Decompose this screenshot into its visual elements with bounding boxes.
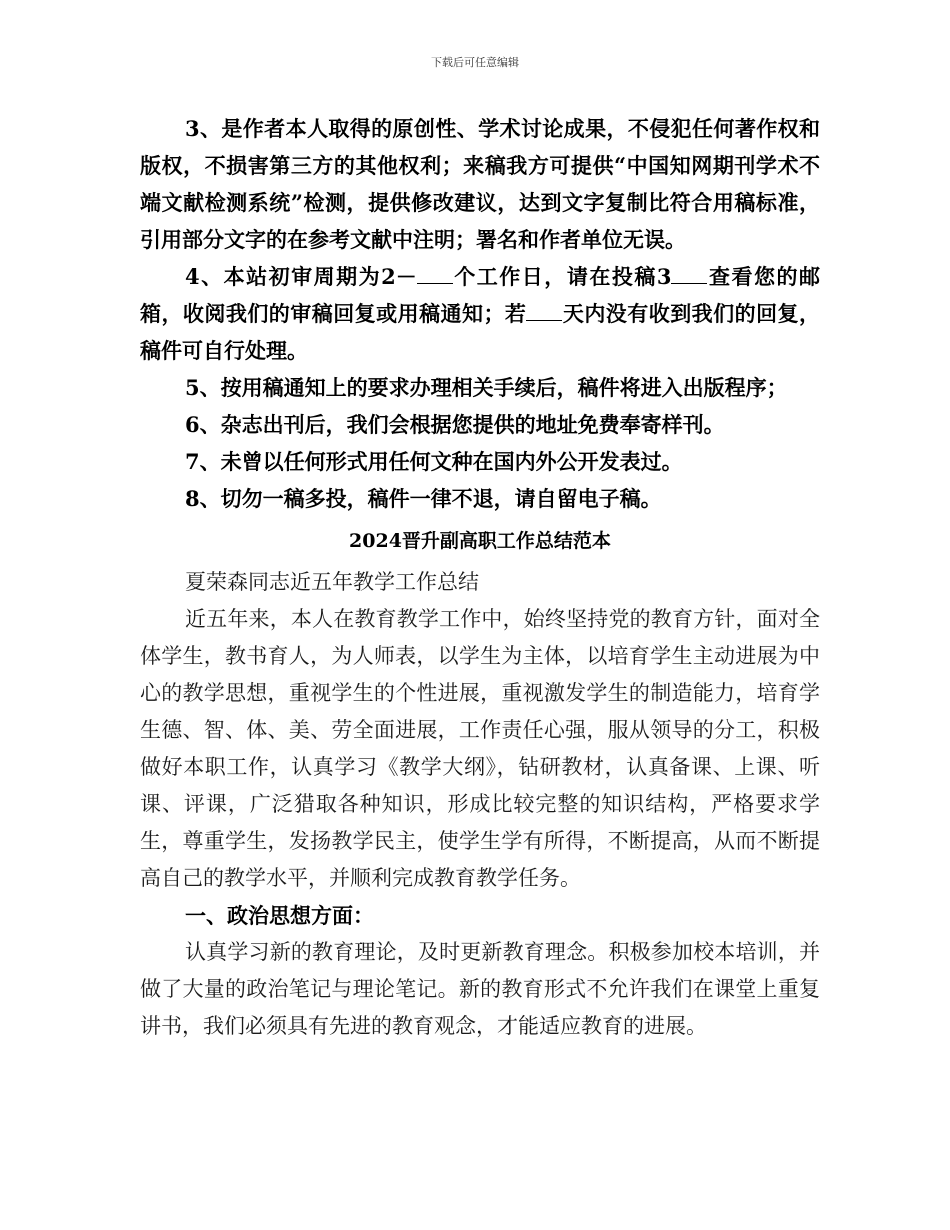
blank-line [526,298,562,321]
requirement-item-8: 8、切勿一稿多投，稿件一律不退，请自留电子稿。 [185,486,662,511]
article-title: 2024晋升副高职工作总结范本 [349,530,611,552]
section-text-politics: 认真学习新的教育理论，及时更新教育理念。积极参加校本培训，并做了大量的政治笔记与理论笔记。新的教育形式不允许我们在课堂上重复讲书，我们必须具有先进的教育观念，才能适应教育的进展。 [140,940,820,1038]
item4-text-a: 4、本站初审周期为2－ [185,264,417,289]
section-heading-politics: 一、政治思想方面： [185,903,374,928]
blank-line [417,261,453,284]
item4-text-c: 查看您的邮箱，收阅我们的审稿回复或用稿通知；若 [140,264,820,326]
requirement-item-7: 7、未曾以任何形式用任何文种在国内外公开发表过。 [185,449,683,474]
article-intro: 近五年来，本人在教育教学工作中，始终坚持党的教育方针，面对全体学生，教书育人，为人师表，以学生为主体，以培育学生主动进展为中心的教学思想，重视学生的个性进展，重视激发学生的制造能力，培育学生德、智、体、美、劳全面进展，工作责任心强，服从领导的分工，积极做好本职工作，认真学习《教学大纲》，钻研教材，认真备课、上课、听课、评课，广泛猎取各种知识，形成比较完整的知识结构，严格要求学生，尊重学生，发扬教学民主，使学生学有所得，不断提高，从而不断提高自己的教学水平，并顺利完成教育教学任务。 [140,607,820,890]
requirement-item-5: 5、按用稿通知上的要求办理相关手续后，稿件将进入出版程序； [185,375,788,400]
requirement-item-6: 6、杂志出刊后，我们会根据您提供的地址免费奉寄样刊。 [185,412,725,437]
item4-text-b: 个工作日，请在投稿3 [452,264,672,289]
document-body [140,110,820,1045]
requirement-item-3: 3、是作者本人取得的原创性、学术讨论成果，不侵犯任何著作权和版权，不损害第三方的其他权利；来稿我方可提供“中国知网期刊学术不端文献检测系统”检测，提供修改建议，达到文字复制比符合用稿标准，引用部分文字的在参考文献中注明；署名和作者单位无误。 [140,116,820,252]
item4-text-d: 天内没有收到我们的回复，稿件可自行处理。 [140,301,821,363]
article-subtitle: 夏荣森同志近五年教学工作总结 [185,570,479,594]
blank-line [671,261,707,284]
page-header: 下载后可任意编辑 [431,56,519,69]
requirement-item-4 [140,258,820,369]
